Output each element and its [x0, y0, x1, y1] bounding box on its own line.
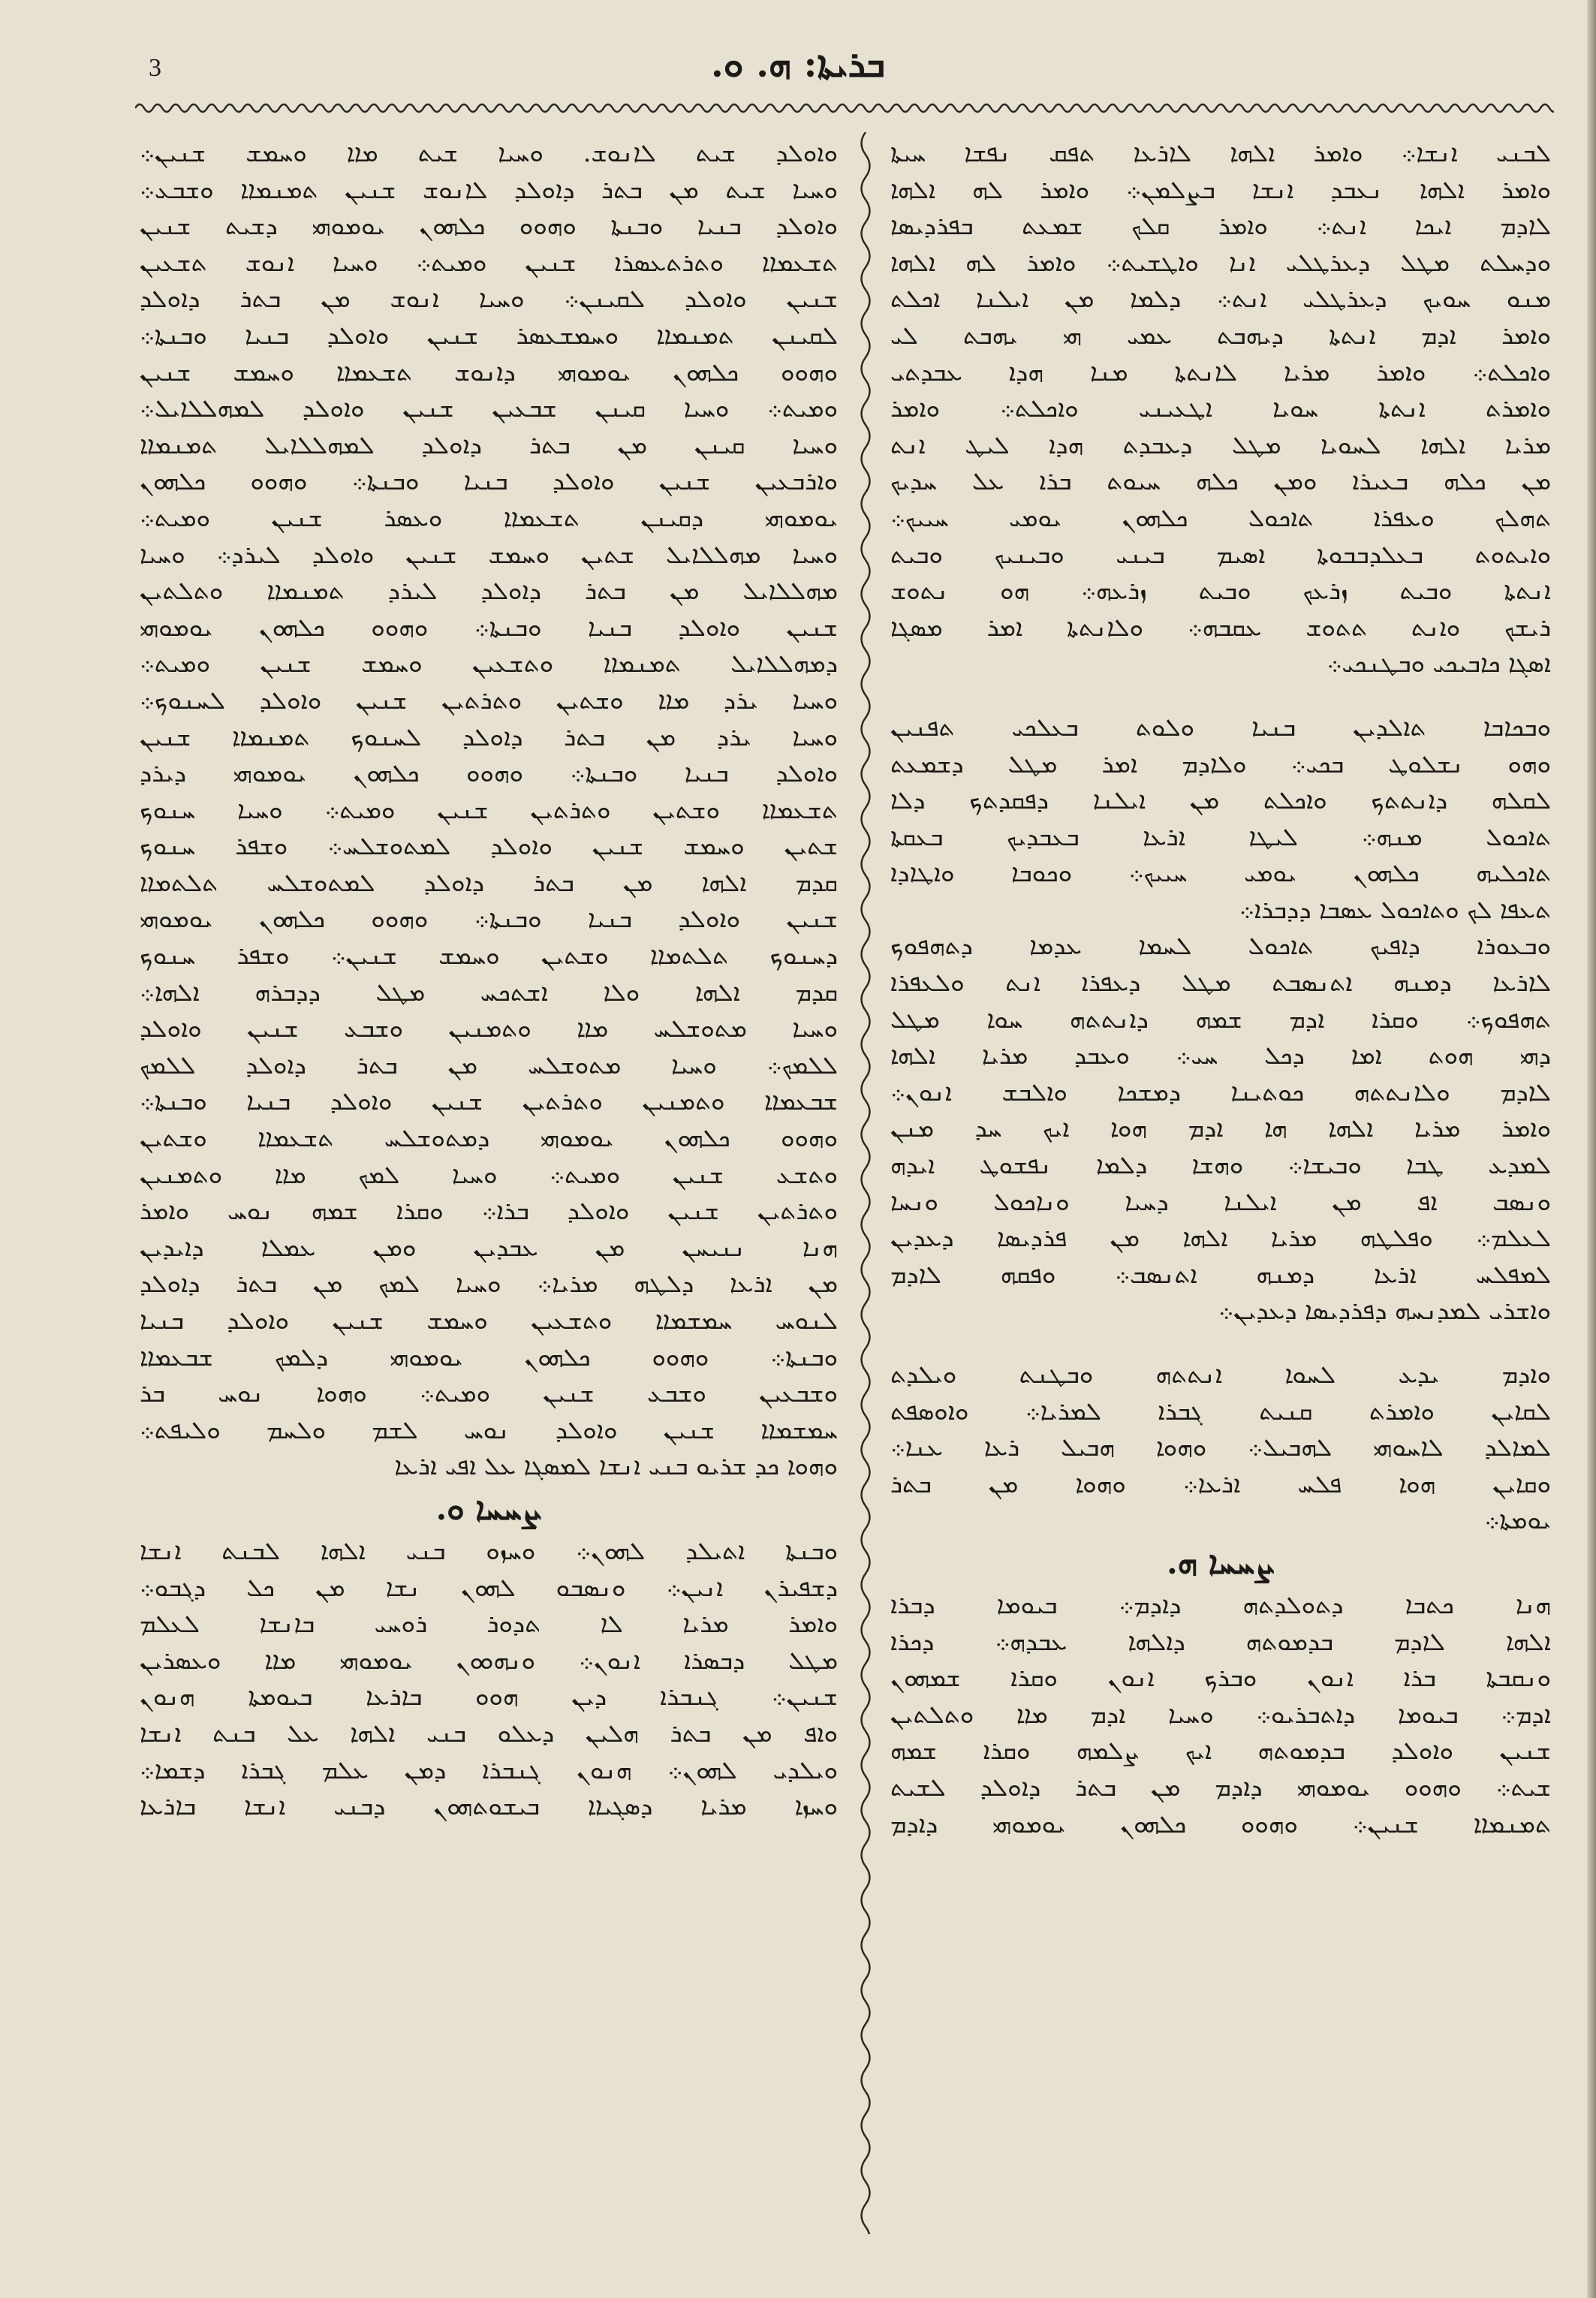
line-text: ܩܕܡ ܐܠܗܐ ܡܢ ܒܬܪ ܕܐܘܠܕ ܠܡܬܘܫܠܚ ܬܠܬܡܐܐ	[140, 867, 838, 897]
line-text: ܘܐܡܪ ܐܕܡ ܐܢܬܬܐ ܕܝܗܒܬ ܥܡܝ ܗܝ ܝܗܒܬ ܠܝ	[890, 320, 1551, 350]
text-line	[140, 1339, 838, 1376]
text-line	[140, 318, 838, 354]
text-line	[890, 1733, 1551, 1769]
text-line	[140, 1448, 838, 1485]
line-text: ܘܐܟܠܬ܀ ܘܐܡܪ ܡܪܝܐ ܠܐܢܬܬܐ ܡܢܐ ܗܕܐ ܥܒܕܬܝ	[890, 357, 1551, 387]
text-line	[140, 1230, 838, 1266]
chapter-heading: ܨܚܚܐ ܘ.	[435, 1489, 542, 1527]
text-line	[140, 427, 838, 464]
line-text: ܘܐܡܪ ܡܪܝܐ ܐܠܗܐ ܗܐ ܐܕܡ ܗܘܐ ܐܝܟ ܚܕ ܡܢܢ	[890, 1113, 1551, 1143]
line-text: ܕܚܢܘܟ ܬܠܬܡܐܐ ܘܫܬܝܢ ܘܚܡܫ ܫܢܝܢ܀ ܘܫܦܪ ܚܢܘܟ	[140, 941, 838, 971]
text-line	[140, 135, 838, 172]
text-line	[890, 573, 1551, 610]
line-text: ܫܢܝܢ܀ ܓܢܒܪܐ ܕܝܢ ܗܘܘ ܒܐܪܥܐ ܒܝܘܡܬܐ ܗܢܘܢ	[140, 1682, 838, 1712]
text-line	[140, 1606, 838, 1643]
line-text: ܘܒܢܬܐ ܐܬܝܠܕ ܠܗܘܢ܀ ܘܚܙܘ ܒܢܝ ܐܠܗܐ ܠܒܢܬ ܐܢܫܐ	[140, 1535, 838, 1565]
line-text: ܘܐܡܪ ܐܠܗܐ ܢܥܒܕ ܐܢܫܐ ܒܨܠܡܢ܀ ܘܐܡܪ ܠܗ ܐܠܗܐ	[890, 174, 1551, 204]
text-line	[140, 354, 838, 391]
line-text: ܐܕܡ܀ ܒܝܘܡܐ ܕܐܬܒܪܝܘ܀ ܘܚܝܐ ܐܕܡ ܡܐܐ ܘܬܠܬܝܢ	[890, 1699, 1551, 1729]
line-text: ܡܛܠ ܕܒܣܪܐ ܐܢܘܢ܀ ܘܢܗܘܘܢ ܝܘܡܘܗܝ ܡܐܐ ܘܥܣܪܝܢ	[140, 1645, 838, 1675]
text-line	[140, 1533, 838, 1570]
column-divider-wavy-line	[853, 132, 878, 2234]
text-line	[890, 1257, 1551, 1294]
line-text: ܘܚܝܐ ܝܪܕ ܡܐܐ ܘܫܬܝܢ ܘܬܪܬܝܢ ܫܢܝܢ ܘܐܘܠܕ ܠܚܢܘܟ܀	[140, 685, 838, 715]
text-line	[140, 792, 838, 829]
text-line	[140, 1083, 838, 1120]
line-text: ܘܗܘ ܢܫܠܘܛ ܒܟܝ܀ ܘܠܐܕܡ ܐܡܪ ܡܛܠ ܕܫܡܥܬ	[890, 748, 1551, 779]
line-text: ܘܐܫܪܝ ܠܡܕܢܚܗ ܕܦܪܕܝܣܐ ܕܥܕܝܢ܀	[1218, 1296, 1551, 1326]
text-line	[140, 1412, 838, 1449]
line-text: ܘܐܪܒܥܝܢ ܫܢܝܢ ܘܐܘܠܕ ܒܢܝܐ ܘܒܢܬܐ܀ ܘܗܘܘ ܟܠܗܘܢ	[140, 466, 838, 496]
line-text: ܘܒܟܐܒܐ ܬܐܠܕܝܢ ܒܢܝܐ ܘܠܘܬ ܒܥܠܟܝ ܬܦܢܝܢ	[890, 712, 1551, 742]
text-line	[140, 1193, 838, 1230]
text-line	[890, 892, 1551, 929]
right-text-column	[890, 135, 1551, 2252]
line-text: ܡܢ ܐܪܥܐ ܕܠܛܗ ܡܪܝܐ܀ ܘܚܝܐ ܠܡܟ ܡܢ ܒܬܪ ܕܐܘܠܕ	[140, 1269, 838, 1299]
line-text: ܬܐܟܠܝܗ ܟܠܗܘܢ ܝܘܡܝ ܚܝܝܟ܀ ܘܟܘܒܐ ܘܐܛܐܕܐ	[890, 858, 1551, 888]
text-line	[890, 500, 1551, 537]
line-text: ܬܫܥܡܐܐ ܘܫܬܝܢ ܘܬܪܬܝܢ ܫܢܝܢ ܘܡܝܬ܀ ܘܚܝܐ ܚܢܘܟ	[140, 794, 838, 824]
text-line	[890, 1806, 1551, 1843]
line-text: ܫܒܥܡܐܐ ܘܬܡܢܝܢ ܘܬܪܬܝܢ ܫܢܝܢ ܘܐܘܠܕ ܒܢܝܐ ܘܒܢܬܐ܀	[140, 1086, 838, 1116]
line-text: ܠܩܐܝܢ ܘܐܡܪܬ ܩܢܝܬ ܓܒܪܐ ܠܡܪܝܐ܀ ܘܐܘܣܦܬ	[890, 1396, 1551, 1426]
text-line	[890, 610, 1551, 646]
line-text: ܘܢܣܒ ܐܦ ܡܢ ܐܝܠܢܐ ܕܚܝܐ ܘܢܐܟܘܠ ܘܢܚܐ	[890, 1186, 1551, 1216]
page-edge-shadow	[1587, 0, 1596, 2298]
text-line	[890, 709, 1551, 746]
line-text: ܘܬܫܥ ܫܢܝܢ ܘܡܝܬ܀ ܘܚܝܐ ܠܡܟ ܡܐܐ ܘܬܡܢܝܢ	[140, 1159, 838, 1189]
text-line	[890, 646, 1551, 682]
text-line	[140, 1679, 838, 1715]
line-text: ܘܚܝܐ ܫܝܬ ܡܢ ܒܬܪ ܕܐܘܠܕ ܠܐܢܘܫ ܫܢܝܢ ܬܡܢܡܐܐ ܘܫܒܥ܀	[140, 174, 838, 204]
text-line	[140, 1570, 838, 1607]
line-text: ܬܥܦܐ ܠܟ ܘܬܐܟܘܠ ܥܣܒܐ ܕܕܒܪܐ܀	[1239, 894, 1551, 924]
text-line	[140, 755, 838, 792]
line-text: ܘܗܘܘ ܟܠܗܘܢ ܝܘܡܘܗܝ ܕܡܬܘܫܠܚ ܬܫܥܡܐܐ ܘܫܬܝܢ	[140, 1123, 838, 1153]
line-text: ܘܒܥܘܪܐ ܕܐܦܝܟ ܬܐܟܘܠ ܠܚܡܐ ܥܕܡܐ ܕܬܗܦܘܟ	[890, 931, 1551, 961]
line-text: ܫܬܝܢ ܘܚܡܫ ܫܢܝܢ ܘܐܘܠܕ ܠܡܬܘܫܠܚ܀ ܘܫܦܪ ܚܢܘܟ	[140, 831, 838, 861]
text-line	[140, 865, 838, 902]
text-line	[140, 1047, 838, 1084]
line-text: ܬܗܦܘܟ܀ ܘܩܪܐ ܐܕܡ ܫܡܗ ܕܐܢܬܬܗ ܚܘܐ ܡܛܠ	[890, 1004, 1551, 1034]
line-text: ܘܐܦ ܡܢ ܒܬܪ ܗܠܝܢ ܕܥܠܘ ܒܢܝ ܐܠܗܐ ܥܠ ܒܢܬ ܐܢܫܐ	[140, 1718, 838, 1748]
line-text: ܘܫܒܥܝܢ ܘܫܒܥ ܫܢܝܢ ܘܡܝܬ܀ ܘܗܘܐ ܢܘܚ ܒܪ	[140, 1378, 838, 1408]
text-line	[890, 1220, 1551, 1257]
line-text: ܕܡܗܠܠܐܝܠ ܬܡܢܡܐܐ ܘܬܫܥܝܢ ܘܚܡܫ ܫܢܝܢ ܘܡܝܬ܀	[140, 649, 838, 679]
line-text: ܐܣܓܐ ܟܐܒܝܟܝ ܘܒܛܢܟܝ܀	[1326, 649, 1551, 679]
text-line	[890, 463, 1551, 500]
line-text: ܝܘܡܬܐ܀	[1484, 1505, 1551, 1535]
text-line	[140, 1643, 838, 1679]
text-line	[890, 1660, 1551, 1697]
text-line	[890, 965, 1551, 1001]
line-text: ܝܘܡܘܗܝ ܕܩܝܢܢ ܬܫܥܡܐܐ ܘܥܣܪ ܫܢܝܢ ܘܡܝܬ܀	[140, 502, 838, 532]
text-line	[890, 1074, 1551, 1111]
text-line	[890, 855, 1551, 892]
line-text: ܘܗܘܐ ܟܕ ܫܪܝܘ ܒܢܝ ܐܢܫܐ ܠܡܣܓܐ ܥܠ ܐܦܝ ܐܪܥܐ	[394, 1451, 838, 1481]
line-text: ܘܐܝܬܘܬ ܒܥܠܕܒܒܘܬܐ ܐܣܝܡ ܒܝܢܝ ܘܒܝܢܝܟ ܘܒܝܬ	[890, 539, 1551, 569]
line-text: ܬܫܥܡܐܐ ܘܬܪܬܥܣܪܐ ܫܢܝܢ ܘܡܝܬ܀ ܘܚܝܐ ܐܢܘܫ ܬܫܥܝܢ	[140, 247, 838, 277]
text-line	[140, 1788, 838, 1825]
line-text: ܘܗܘܘ ܟܠܗܘܢ ܝܘܡܘܗܝ ܕܐܢܘܫ ܬܫܥܡܐܐ ܘܚܡܫ ܫܢܝܢ	[140, 357, 838, 387]
text-line	[140, 646, 838, 682]
text-line	[890, 1110, 1551, 1147]
text-line	[890, 1429, 1551, 1466]
text-line	[140, 828, 838, 865]
line-text: ܘܢܩܒܬܐ ܒܪܐ ܐܢܘܢ ܘܒܪܟ ܐܢܘܢ ܘܩܪܐ ܫܡܗܘܢ	[890, 1663, 1551, 1693]
text-line	[140, 500, 838, 537]
line-text: ܐܢܬܬܐ ܘܒܝܬ ܙܪܥܟ ܘܒܝܬ ܙܪܥܗ܀ ܗܘ ܢܬܘܫ	[890, 576, 1551, 606]
text-line	[890, 1147, 1551, 1184]
text-line	[140, 172, 838, 209]
text-line	[890, 318, 1551, 354]
text-line	[140, 1375, 838, 1412]
line-text: ܘܐܕܡ ܝܕܥ ܠܚܘܐ ܐܢܬܬܗ ܘܒܛܢܬ ܘܝܠܕܬ	[890, 1360, 1551, 1389]
line-text: ܫܢܝܢ ܘܐܘܠܕ ܒܢܝܐ ܘܒܢܬܐ܀ ܘܗܘܘ ܟܠܗܘܢ ܝܘܡܘܗܝ	[140, 904, 838, 934]
line-text: ܕܫܦܝܪܢ ܐܢܝܢ܀ ܘܢܣܒܘ ܠܗܘܢ ܢܫܐ ܡܢ ܟܠ ܕܓܒܘ܀	[140, 1572, 838, 1602]
text-line	[140, 1715, 838, 1752]
line-text: ܩܕܡ ܐܠܗܐ ܘܠܐ ܐܫܬܟܚ ܡܛܠ ܕܕܒܪܗ ܐܠܗܐ܀	[140, 977, 838, 1007]
text-line	[890, 1293, 1551, 1330]
line-text: ܘܐܡܪܬ ܐܢܬܬܐ ܚܘܝܐ ܐܛܥܝܢܝ ܘܐܟܠܬ܀ ܘܐܡܪ	[890, 393, 1551, 423]
text-line	[140, 1303, 838, 1339]
line-text: ܬܡܢܡܐܐ ܫܢܝܢ܀ ܘܗܘܘ ܟܠܗܘܢ ܝܘܡܘܗܝ ܕܐܕܡ	[890, 1809, 1551, 1839]
line-text: ܠܩܝܢܢ ܬܡܢܡܐܐ ܘܚܡܫܥܣܪ ܫܢܝܢ ܘܐܘܠܕ ܒܢܝܐ ܘܒܢܬܐ܀	[140, 320, 838, 350]
text-line	[140, 390, 838, 427]
line-text: ܘܚܙܐ ܡܪܝܐ ܕܣܓܝܐܐ ܒܝܫܘܬܗܘܢ ܕܒܢܝ ܐܢܫܐ ܒܐܪܥܐ	[140, 1791, 838, 1821]
line-text: ܘܐܘܠܕ ܒܢܝܐ ܘܒܢܬܐ܀ ܘܗܘܘ ܟܠܗܘܢ ܝܘܡܘܗܝ ܕܝܪܕ	[140, 758, 838, 788]
text-line	[890, 1697, 1551, 1733]
line-text: ܕܗܝ ܗܘܬ ܐܡܐ ܕܟܠ ܚܝ܀ ܘܥܒܕ ܡܪܝܐ ܐܠܗܐ	[890, 1041, 1551, 1071]
line-text: ܠܩܠܗ ܕܐܢܬܬܟ ܘܐܟܠܬ ܡܢ ܐܝܠܢܐ ܕܦܩܕܬܟ ܕܠܐ	[890, 785, 1551, 815]
line-text: ܘܒܢܬܐ܀ ܘܗܘܘ ܟܠܗܘܢ ܝܘܡܘܗܝ ܕܠܡܟ ܫܒܥܡܐܐ	[140, 1342, 838, 1372]
line-text: ܫܢܝܢ ܘܐܘܠܕ ܒܕܡܘܬܗ ܐܝܟ ܨܠܡܗ ܘܩܪܐ ܫܡܗ	[890, 1736, 1551, 1766]
line-text: ܘܚܝܐ ܩܝܢܢ ܡܢ ܒܬܪ ܕܐܘܠܕ ܠܡܗܠܠܐܝܠ ܬܡܢܡܐܐ	[140, 429, 838, 459]
text-line	[890, 281, 1551, 318]
line-text: ܪܝܫܟ ܘܐܢܬ ܬܬܘܫ ܥܩܒܗ܀ ܘܠܐܢܬܬܐ ܐܡܪ ܡܣܓܐ	[890, 612, 1551, 642]
line-text: ܠܡܐܠܕ ܠܐܚܘܗܝ ܠܗܒܝܠ܀ ܘܗܘܐ ܗܒܝܠ ܪܥܐ ܥܢܐ܀	[890, 1432, 1551, 1462]
text-line	[890, 1502, 1551, 1539]
line-text: ܘܚܝܐ ܡܗܠܠܐܝܠ ܫܬܝܢ ܘܚܡܫ ܫܢܝܢ ܘܐܘܠܕ ܠܝܪܕ܀ ܘܚܝܐ	[140, 539, 838, 569]
left-text-column	[140, 135, 838, 2252]
line-text: ܫܢܝܢ ܘܐܘܠܕ ܒܢܝܐ ܘܒܢܬܐ܀ ܘܗܘܘ ܟܠܗܘܢ ܝܘܡܘܗܝ	[140, 612, 838, 642]
text-line	[140, 208, 838, 245]
line-text: ܠܐܪܥܐ ܕܡܢܗ ܐܬܢܣܒܬ ܡܛܠ ܕܥܦܪܐ ܐܢܬ ܘܠܥܦܪܐ	[890, 968, 1551, 998]
line-text: ܠܢܘܚ ܚܡܫܡܐܐ ܘܬܫܥܝܢ ܘܚܡܫ ܫܢܝܢ ܘܐܘܠܕ ܒܢܝܐ	[140, 1306, 838, 1335]
line-text: ܡܢ ܟܠܗ ܒܥܝܪܐ ܘܡܢ ܟܠܗ ܚܝܘܬ ܒܪܐ ܥܠ ܚܕܝܟ	[890, 466, 1551, 496]
line-text: ܘܚܝܐ ܝܪܕ ܡܢ ܒܬܪ ܕܐܘܠܕ ܠܚܢܘܟ ܬܡܢܡܐܐ ܫܢܝܢ	[140, 721, 838, 751]
line-text: ܘܡܝܬ܀ ܘܚܝܐ ܩܝܢܢ ܫܒܥܝܢ ܫܢܝܢ ܘܐܘܠܕ ܠܡܗܠܠܐܝܠ܀	[140, 393, 838, 423]
text-line	[890, 1624, 1551, 1661]
line-text: ܠܠܡܟ܀ ܘܚܝܐ ܡܬܘܫܠܚ ܡܢ ܒܬܪ ܕܐܘܠܕ ܠܠܡܟ	[140, 1050, 838, 1080]
text-line	[140, 682, 838, 719]
line-text: ܘܩܐܝܢ ܗܘܐ ܦܠܚ ܐܪܥܐ܀ ܘܗܘܐ ܡܢ ܒܬܪ	[890, 1468, 1551, 1498]
text-line	[890, 135, 1551, 172]
text-line	[890, 1587, 1551, 1624]
line-text: ܠܡܦܠܚ ܐܪܥܐ ܕܡܢܗ ܐܬܢܣܒ܀ ܘܦܩܗ ܠܐܕܡ	[890, 1259, 1551, 1289]
text-line	[140, 463, 838, 500]
text-line	[140, 573, 838, 610]
line-text: ܡܗܠܠܐܝܠ ܡܢ ܒܬܪ ܕܐܘܠܕ ܠܝܪܕ ܬܡܢܡܐܐ ܘܬܠܬܝܢ	[140, 576, 838, 606]
line-text: ܘܝܠܕܝ ܠܗܘܢ܀ ܗܢܘܢ ܓܢܒܪܐ ܕܡܢ ܥܠܡ ܓܒܪܐ ܕܫܡܐ܀	[140, 1754, 838, 1784]
line-text: ܘܬܪܬܝܢ ܫܢܝܢ ܘܐܘܠܕ ܒܪܐ܀ ܘܩܪܐ ܫܡܗ ܢܘܚ ܘܐܡܪ	[140, 1196, 838, 1226]
text-line	[140, 1752, 838, 1789]
line-text: ܗܢܐ ܢܢܝܚܢ ܡܢ ܥܒܕܝܢ ܘܡܢ ܥܡܠܐ ܕܐܝܕܝܢ	[140, 1232, 838, 1262]
line-text: ܘܕܚܠܬ ܡܛܠ ܕܥܪܛܠܝ ܐܢܐ ܘܐܛܫܝܬ܀ ܘܐܡܪ ܠܗ ܐܠܗܐ	[890, 247, 1551, 277]
text-line	[140, 281, 838, 318]
line-text: ܘܚܝܐ ܡܬܘܫܠܚ ܡܐܐ ܘܬܡܢܝܢ ܘܫܒܥ ܫܢܝܢ ܘܐܘܠܕ	[140, 1013, 838, 1044]
text-line	[890, 1466, 1551, 1503]
ornamental-wavy-rule	[135, 99, 1554, 117]
line-text: ܡܢܘ ܚܘܝܟ ܕܥܪܛܠܝ ܐܢܬ܀ ܕܠܡܐ ܡܢ ܐܝܠܢܐ ܐܟܠܬ	[890, 284, 1551, 314]
text-line	[140, 901, 838, 938]
line-text: ܬܗܠܟ ܘܥܦܪܐ ܬܐܟܘܠ ܟܠܗܘܢ ܝܘܡܝ ܚܝܝܟ܀	[890, 502, 1551, 532]
running-title: ܒܪܝܬܐ: ܗ. ܘ.	[710, 44, 886, 86]
text-line	[890, 928, 1551, 965]
text-line	[890, 245, 1551, 282]
text-line	[890, 1393, 1551, 1430]
text-line	[890, 746, 1551, 783]
text-line	[140, 1120, 838, 1157]
paragraph-gap	[890, 1330, 1551, 1357]
text-line	[890, 1038, 1551, 1074]
line-text: ܘܐܡܪ ܡܪܝܐ ܠܐ ܬܕܘܪ ܪܘܚܝ ܒܐܢܫܐ ܠܥܠܡ	[140, 1609, 838, 1639]
line-text: ܘܐܘܠܕ ܒܢܝܐ ܘܒܢܬܐ ܘܗܘܘ ܟܠܗܘܢ ܝܘܡܘܗܝ ܕܫܝܬ ܫܢܝܢ	[140, 211, 838, 241]
text-line	[140, 610, 838, 646]
text-line	[890, 1357, 1551, 1393]
line-text: ܠܥܠܡ܀ ܘܦܠܛܗ ܡܪܝܐ ܐܠܗܐ ܡܢ ܦܪܕܝܣܐ ܕܥܕܝܢ	[890, 1223, 1551, 1253]
line-text: ܠܒܢܝ ܐܢܫܐ܀ ܘܐܡܪ ܐܠܗܐ ܠܐܪܥܐ ܬܦܩ ܢܦܫܐ ܚܝܬܐ	[890, 138, 1551, 167]
page-number: 3	[149, 54, 161, 82]
text-line	[890, 390, 1551, 427]
text-line	[890, 208, 1551, 245]
line-text: ܘܐܘܠܕ ܫܝܬ ܠܐܢܘܫ. ܘܚܝܐ ܫܝܬ ܡܐܐ ܘܚܡܫ ܫܢܝܢ܀	[140, 138, 838, 167]
line-text: ܫܝܬ܀ ܘܗܘܘ ܝܘܡܘܗܝ ܕܐܕܡ ܡܢ ܒܬܪ ܕܐܘܠܕ ܠܫܝܬ	[890, 1772, 1551, 1802]
line-text: ܡܪܝܐ ܐܠܗܐ ܠܚܘܝܐ ܡܛܠ ܕܥܒܕܬ ܗܕܐ ܠܝܛ ܐܢܬ	[890, 429, 1551, 459]
text-line	[890, 354, 1551, 391]
text-line	[890, 172, 1551, 209]
line-text: ܠܡܕܥ ܛܒܐ ܘܒܝܫܐ܀ ܘܗܫܐ ܕܠܡܐ ܢܦܫܘܛ ܐܝܕܗ	[890, 1150, 1551, 1180]
text-line	[890, 1184, 1551, 1221]
line-text: ܐܠܗܐ ܠܐܕܡ ܒܕܡܘܬܗ ܕܐܠܗܐ ܥܒܕܗ܀ ܕܟܪܐ	[890, 1626, 1551, 1656]
chapter-heading: ܨܚܚܐ ܗ.	[1167, 1544, 1275, 1581]
text-line	[890, 782, 1551, 819]
line-text: ܬܐܟܘܠ ܡܢܗ܀ ܠܝܛܐ ܐܪܥܐ ܒܥܒܕܝܟ ܒܥܩܬܐ	[890, 821, 1551, 851]
line-text: ܗܢܐ ܟܬܒܐ ܕܬܘܠܕܬܗ ܕܐܕܡ܀ ܒܝܘܡܐ ܕܒܪܐ	[890, 1589, 1551, 1619]
text-line	[140, 1266, 838, 1303]
text-line	[890, 427, 1551, 464]
line-text: ܠܐܕܡ ܐܝܟܐ ܐܢܬ܀ ܘܐܡܪ ܩܠܟ ܫܡܥܬ ܒܦܪܕܝܣܐ	[890, 211, 1551, 241]
text-line	[140, 1010, 838, 1047]
text-line	[890, 1769, 1551, 1806]
line-text: ܠܐܕܡ ܘܠܐܢܬܬܗ ܟܘܬܝܢܐ ܕܡܫܟܐ ܘܐܠܒܫ ܐܢܘܢ܀	[890, 1077, 1551, 1107]
paragraph-gap	[890, 682, 1551, 709]
line-text: ܫܢܝܢ ܘܐܘܠܕ ܠܩܝܢܢ܀ ܘܚܝܐ ܐܢܘܫ ܡܢ ܒܬܪ ܕܐܘܠܕ	[140, 284, 838, 314]
text-line	[890, 537, 1551, 574]
text-line	[140, 1157, 838, 1194]
text-line	[140, 537, 838, 574]
line-text: ܚܡܫܡܐܐ ܫܢܝܢ ܘܐܘܠܕ ܢܘܚ ܠܫܡ ܘܠܚܡ ܘܠܝܦܬ܀	[140, 1414, 838, 1444]
text-line	[140, 719, 838, 756]
text-line	[140, 245, 838, 282]
text-line	[140, 974, 838, 1011]
text-line	[890, 819, 1551, 856]
text-line	[890, 1001, 1551, 1038]
text-line	[140, 938, 838, 974]
